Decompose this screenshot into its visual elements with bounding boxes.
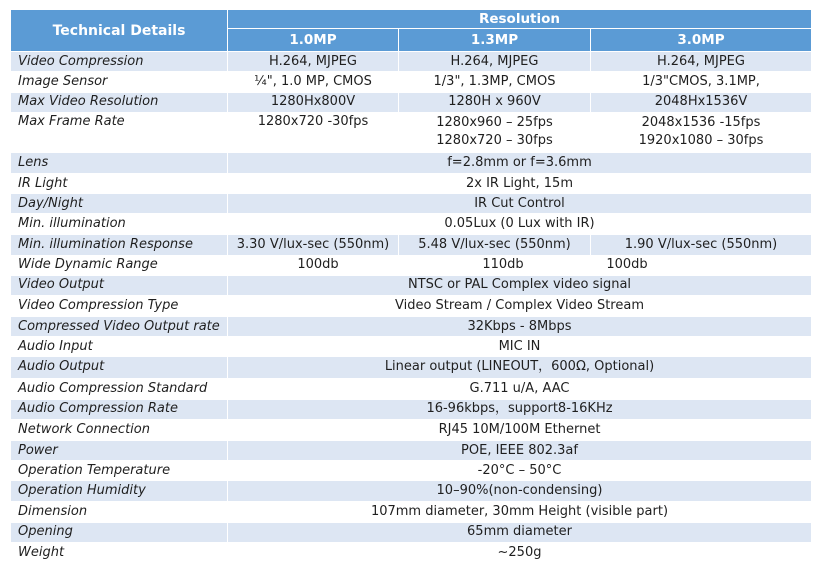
row-label: Min. illumination <box>11 214 228 234</box>
table-row <box>11 502 812 522</box>
cell-value: 16-96kbps，support8-16KHz <box>228 399 812 419</box>
row-label: Image Sensor <box>11 72 228 92</box>
row-label: Min. illumination Response <box>11 234 228 255</box>
table-row <box>11 112 812 152</box>
cell-value: 1/3", 1.3MP, CMOS <box>399 72 591 92</box>
cell-value: H.264, MJPEG <box>228 52 399 72</box>
table-row <box>11 337 812 357</box>
cell-value: IR Cut Control <box>228 194 812 214</box>
cell-line: 1920x1080 – 30fps <box>638 133 764 149</box>
cell-value: ~250g <box>228 542 812 563</box>
row-label: Video Compression <box>11 52 228 72</box>
cell-value: 100db <box>606 257 648 273</box>
cell-value: MIC IN <box>228 337 812 357</box>
cell-value: 110db <box>482 257 524 273</box>
table-row <box>11 440 812 460</box>
table-row <box>11 72 812 92</box>
cell-value: 2048Hx1536V <box>591 92 812 112</box>
row-label: Operation Humidity <box>11 481 228 502</box>
table-row <box>11 378 812 399</box>
cell-value: NTSC or PAL Complex video signal <box>228 275 812 295</box>
cell-value: 65mm diameter <box>228 522 812 542</box>
resolution-header: Resolution <box>228 10 812 29</box>
cell-value: 10–90%(non-condensing) <box>228 481 812 502</box>
table-row <box>11 52 812 72</box>
row-label: Network Connection <box>11 419 228 440</box>
row-label: Lens <box>11 152 228 173</box>
row-label: Wide Dynamic Range <box>11 255 228 275</box>
row-label: Max Frame Rate <box>11 112 228 152</box>
table-row <box>11 214 812 234</box>
row-label: Max Video Resolution <box>11 92 228 112</box>
table-row <box>11 419 812 440</box>
cell-value: 1/3"CMOS, 3.1MP, <box>591 72 812 92</box>
row-label: Opening <box>11 522 228 542</box>
cell-value <box>591 112 812 152</box>
cell-value: G.711 u/A, AAC <box>228 378 812 399</box>
cell-value: Video Stream / Complex Video Stream <box>228 295 812 316</box>
wdr-values <box>228 256 811 274</box>
column-header-1-3mp: 1.3MP <box>399 29 591 52</box>
cell-value: Linear output (LINEOUT，600Ω, Optional) <box>228 357 812 378</box>
row-label: Video Compression Type <box>11 295 228 316</box>
column-header-3mp: 3.0MP <box>591 29 812 52</box>
cell-value: 1.90 V/lux-sec (550nm) <box>591 234 812 255</box>
cell-value: 1280H x 960V <box>399 92 591 112</box>
cell-value: 1280Hx800V <box>228 92 399 112</box>
table-row <box>11 275 812 295</box>
cell-value: POE, IEEE 802.3af <box>228 440 812 460</box>
cell-line: 1280x720 – 30fps <box>436 133 553 149</box>
table-row <box>11 461 812 481</box>
cell-line: 2048x1536 -15fps <box>641 115 761 131</box>
cell-value: H.264, MJPEG <box>399 52 591 72</box>
table-row <box>11 542 812 563</box>
table-row <box>11 234 812 255</box>
cell-value: 2x IR Light, 15m <box>228 174 812 194</box>
cell-value: 32Kbps - 8Mbps <box>228 317 812 337</box>
technical-details-header: Technical Details <box>11 10 228 52</box>
cell-value: 3.30 V/lux-sec (550nm) <box>228 234 399 255</box>
row-label: Audio Compression Rate <box>11 399 228 419</box>
table-row <box>11 399 812 419</box>
table-row <box>11 152 812 173</box>
header-row-top <box>11 10 812 29</box>
table-row <box>11 194 812 214</box>
cell-value: 107mm diameter, 30mm Height (visible part) <box>228 502 812 522</box>
cell-value: H.264, MJPEG <box>591 52 812 72</box>
cell-value: 5.48 V/lux-sec (550nm) <box>399 234 591 255</box>
table-row <box>11 174 812 194</box>
row-label: Audio Input <box>11 337 228 357</box>
table-row <box>11 295 812 316</box>
row-label: Audio Output <box>11 357 228 378</box>
column-header-1mp: 1.0MP <box>228 29 399 52</box>
cell-value: 100db <box>297 257 339 273</box>
table-row <box>11 92 812 112</box>
cell-value <box>399 112 591 152</box>
technical-details-table <box>10 9 812 564</box>
table-row <box>11 357 812 378</box>
row-label: Weight <box>11 542 228 563</box>
row-label: Operation Temperature <box>11 461 228 481</box>
row-label: Audio Compression Standard <box>11 378 228 399</box>
table-row <box>11 481 812 502</box>
cell-value: 0.05Lux (0 Lux with IR) <box>228 214 812 234</box>
table-row <box>11 317 812 337</box>
row-label: Dimension <box>11 502 228 522</box>
row-label: Video Output <box>11 275 228 295</box>
cell-value: RJ45 10M/100M Ethernet <box>228 419 812 440</box>
cell-value: -20°C – 50°C <box>228 461 812 481</box>
cell-value: 1280x720 -30fps <box>228 112 399 152</box>
row-label: IR Light <box>11 174 228 194</box>
table-row <box>11 255 812 275</box>
table-row <box>11 522 812 542</box>
row-label: Compressed Video Output rate <box>11 317 228 337</box>
cell-value: f=2.8mm or f=3.6mm <box>228 152 812 173</box>
cell-value: ¼", 1.0 MP, CMOS <box>228 72 399 92</box>
row-label: Day/Night <box>11 194 228 214</box>
cell-value <box>228 255 812 275</box>
row-label: Power <box>11 440 228 460</box>
cell-line: 1280x960 – 25fps <box>436 115 553 131</box>
